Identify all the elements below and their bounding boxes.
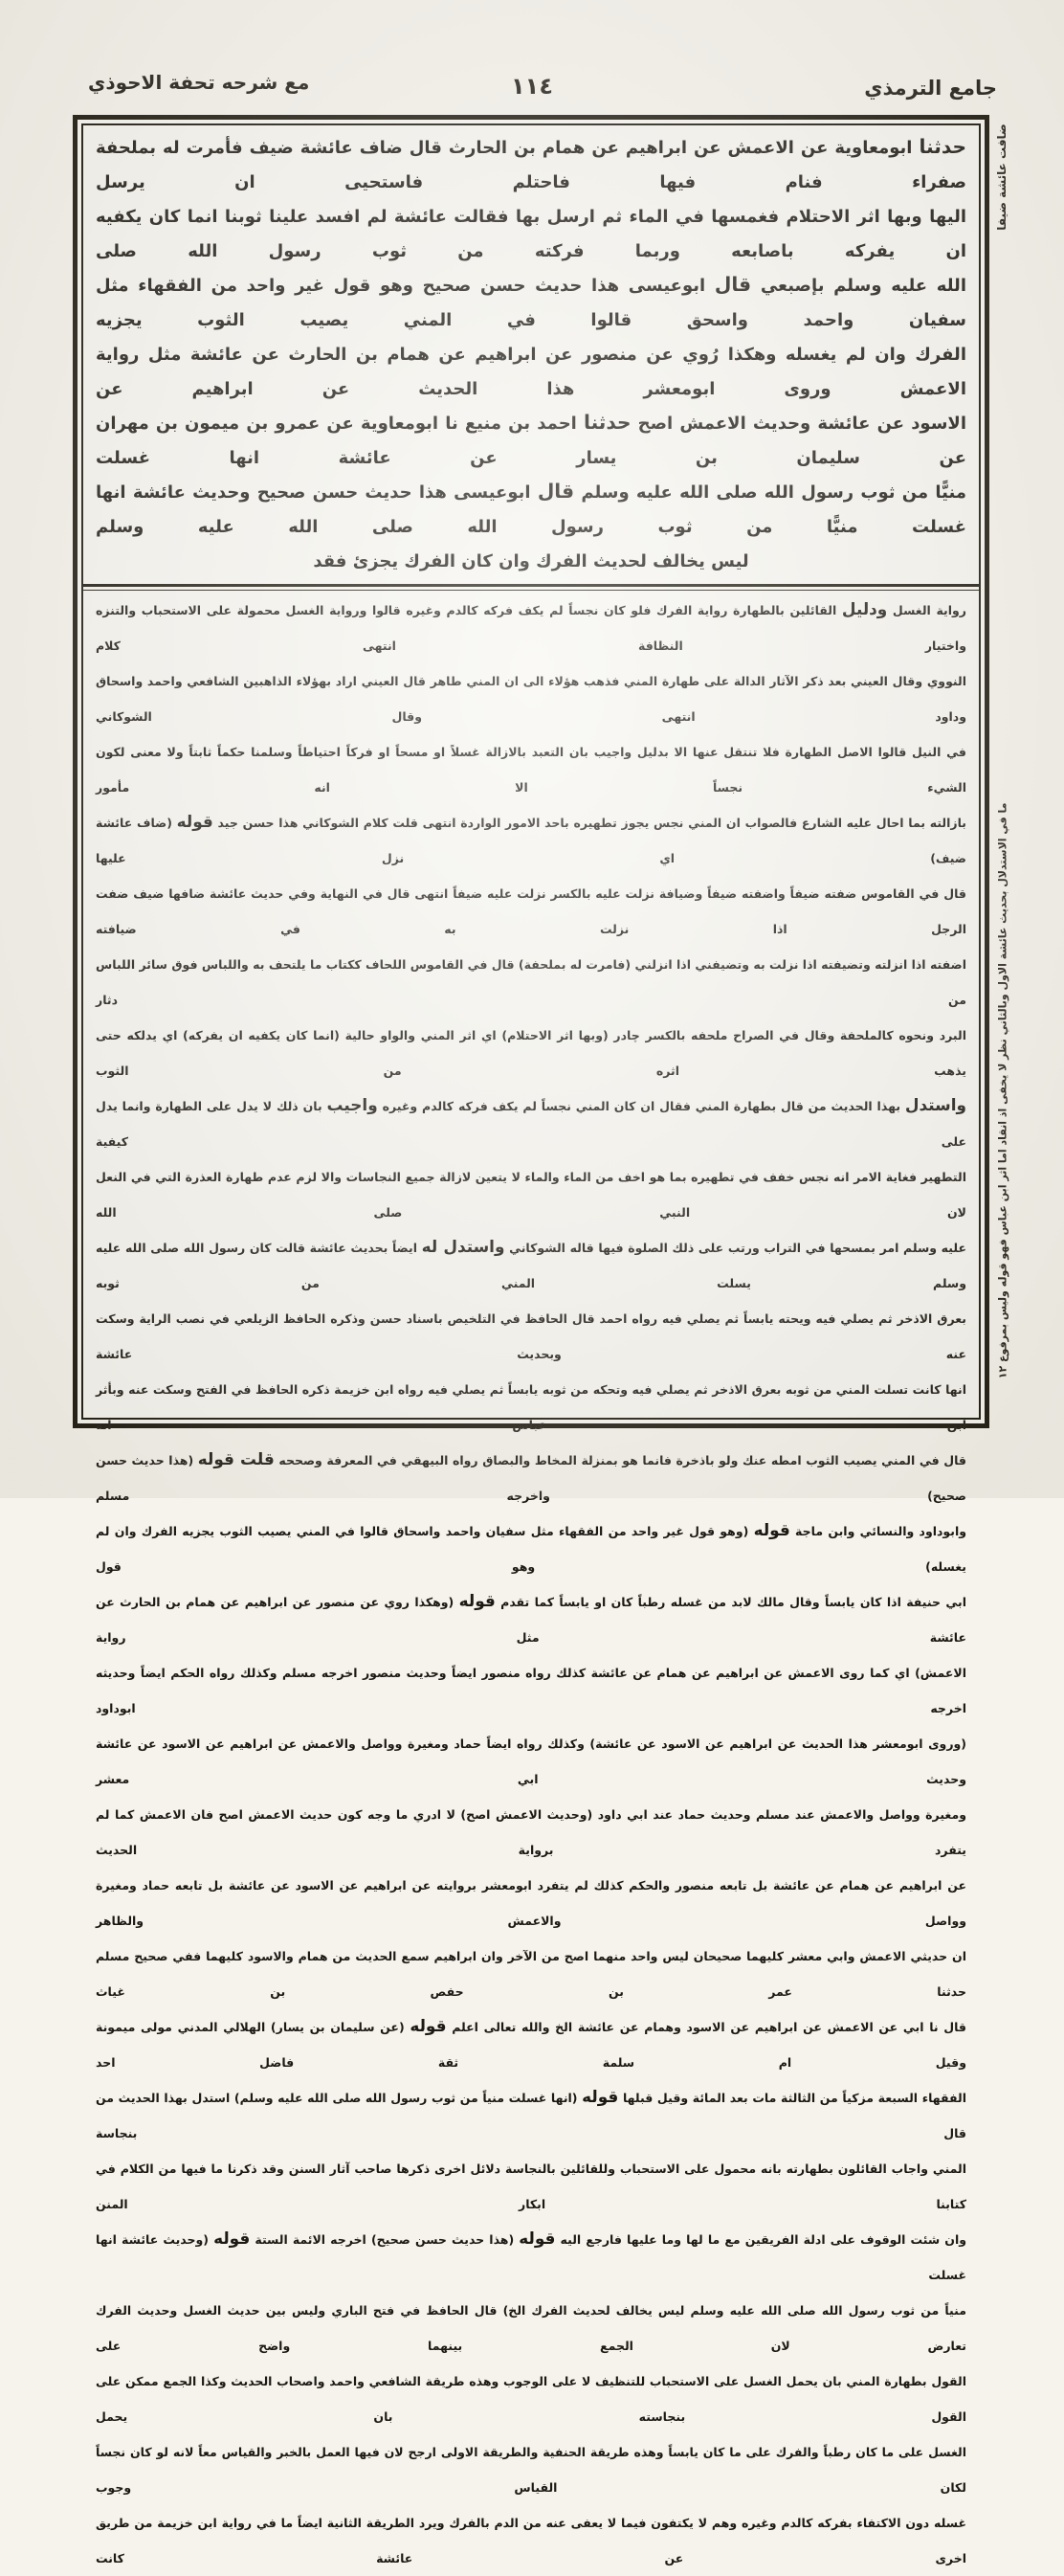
text-line: اليها وبها اثر الاحتلام فغمسها في الماء ثم ارسل بها فقالت عائشة لم افسد علينا ثوبنا انما كان يكفيه ان يفركه باصابعه وربما فركته من ثوب رسول الله صلى (96, 207, 966, 261)
text-line: الفرك وان لم يغسله وهكذا رُوي عن منصور عن ابراهيم عن همام بن الحارث عن عائشة مثل رواية الاعمش وروى ابومعشر هذا الحديث عن ابراهيم عن (96, 345, 966, 399)
text-line: ابي حنيفة اذا كان يابساً وقال مالك لابد من غسله رطباً كان او يابساً كما تقدم قوله (وهكذا روي عن منصور عن ابراهيم عن همام بن الحارث عن عائشة مثل رواية (96, 1591, 966, 1645)
text-line: (وروى ابومعشر هذا الحديث عن ابراهيم عن الاسود عن عائشة) وكذلك رواه ايضاً حماد ومغيرة وواصل والاعمش عن ابراهيم عن الاسود عن عائشة وحديث ابي معشر (96, 1736, 966, 1786)
text-line: بعرق الاذخر ثم يصلي فيه ويحته يابساً ثم يصلي فيه رواه احمد قال الحافظ في التلخيص باسناد حسن وذكره الحافظ الزيلعي في نصب الراية وسكت عنه وبحديث عائشة (96, 1311, 966, 1361)
commentary-section (96, 593, 966, 2576)
margin-note-right-side: ما في الاستدلال بحديث عائشة الاول وبالثاني نظر لا يخفى اذ انقاد اما اثر ابن عباس فهو قوله وليس بمرفوع ١٢ (996, 802, 1009, 1379)
page-number: ١١٤ (511, 73, 553, 100)
text-line: حدثنا ابومعاوية عن الاعمش عن ابراهيم عن همام بن الحارث قال ضاف عائشة ضيف فأمرت له بملحفة صفراء فنام فيها فاحتلم فاستحيى ان يرسل (96, 135, 966, 192)
text-line: بازالته بما احال عليه الشارع فالصواب ان المني نجس يجوز تطهيره باحد الامور الواردة انتهى قلت كلام الشوكاني هذا حسن جيد قوله (ضاف عائشة ضيف) اي نزل عليها (96, 812, 966, 865)
margin-note-top-right: ضافت عائشة ضيفا (995, 123, 1009, 231)
text-line: منيًّا من ثوب رسول الله صلى الله عليه وسلم قال ابوعيسى هذا حديث حسن صحيح وحديث عائشة انها غسلت منيًّا من ثوب رسول الله صلى الله عليه وسلم (96, 480, 966, 537)
text-line: قال في المني يصيب الثوب امطه عنك ولو باذخرة فانما هو بمنزلة المخاط والبصاق رواه البيهقي في المعرفة وصححه قلت قوله (هذا حديث حسن صحيح) واخرجه مسلم (96, 1449, 966, 1503)
text-line: البرد ونحوه كالملحفة وقال في الصراح ملحفه بالكسر چادر (وبها اثر الاحتلام) اي اثر المني والواو حالية (انما كان يكفيه ان يفركه) اي يدلكه حتى يذهب اثره من الثوب (96, 1028, 966, 1078)
text-line: قال نا ابي عن الاعمش عن ابراهيم عن الاسود وهمام عن عائشة الخ والله تعالى اعلم قوله (عن سليمان بن يسار) الهلالي المدني مولى ميمونة وقيل ام سلمة ثقة فاضل احد (96, 2016, 966, 2070)
text-line: في النيل قالوا الاصل الطهارة فلا تنتقل عنها الا بدليل واجيب بان التعبد بالازالة غسلاً او مسحاً او فركاً احتياطاً وسلمنا حكماً ثابتاً ولا معنى لكون الشيء نجساً الا انه مأمور (96, 745, 966, 795)
text-line: منياً من ثوب رسول الله صلى الله عليه وسلم ليس يخالف لحديث الفرك الخ) قال الحافظ في فتح الباري وليس بين حديث الغسل وحديث الفرك تعارض لان الجمع بينهما واضح على (96, 2303, 966, 2353)
text-line: النووي وقال العيني بعد ذكر الآثار الدالة على طهارة المني فذهب هؤلاء الى ان المني طاهر قال العيني اراد بهؤلاء الذاهبين الشافعي واحمد واسحاق وداود انتهى وقال الشوكاني (96, 674, 966, 724)
text-line: واستدل بهذا الحديث من قال بطهارة المني فقال ان كان المني نجساً لم يكف فركه كالدم وغيره واجيب بان ذلك لا يدل على الطهارة وانما يدل على كيفية (96, 1095, 966, 1149)
text-line: الاسود عن عائشة وحديث الاعمش اصح حدثنا احمد بن منيع نا ابومعاوية عن عمرو بن ميمون بن مهران عن سليمان بن يسار عن عائشة انها غسلت (96, 411, 966, 468)
page-header (0, 71, 1064, 109)
text-frame (73, 115, 989, 2565)
text-line: وان شئت الوقوف على ادلة الفريقين مع ما لها وما عليها فارجع اليه قوله (هذا حديث حسن صحيح) اخرجه الائمة الستة قوله (وحديث عائشة انها غسلت (96, 2229, 966, 2282)
text-line: القول بطهارة المني بان يحمل الغسل على الاستحباب للتنظيف لا على الوجوب وهذه طريقة الشافعي واحمد واصحاب الحديث وكذا الجمع ممكن على القول بنجاسته بان يحمل (96, 2374, 966, 2424)
book-title: جامع الترمذي (864, 77, 997, 100)
text-line: المني واجاب القائلون بطهارته بانه محمول على الاستحباب وللقائلين بالنجاسة دلائل اخرى ذكرها صاحب آثار السنن وقد ذكرنا ما فيها من الكلام في كتابنا ابكار المنن (96, 2162, 966, 2211)
text-line: وابوداود والنسائي وابن ماجة قوله (وهو قول غير واحد من الفقهاء مثل سفيان واحمد واسحاق قالوا في المني يصيب الثوب يجزيه الفرك وان لم يغسله) وهو قول (96, 1520, 967, 1574)
text-line: الاعمش) اي كما روى الاعمش عن ابراهيم عن همام عن عائشة كذلك رواه منصور ايضاً وحديث منصور اخرجه مسلم وكذلك رواه الحكم ايضاً وحديثه اخرجه ابوداود (96, 1666, 966, 1715)
commentary-title: مع شرحه تحفة الاحوذي (88, 71, 310, 94)
hadith-matn-section (96, 131, 966, 579)
text-line: عن ابراهيم عن همام عن عائشة بل تابعه منصور والحكم كذلك لم يتفرد ابومعشر بروايته عن ابراهيم عن الاسود عن عائشة بل تابعه حماد ومغيرة وواصل والاعمش والظاهر (96, 1878, 966, 1928)
section-divider-rule (83, 584, 979, 591)
text-line: رواية الغسل ودليل القائلين بالطهارة رواية الفرك فلو كان نجساً لم يكف فركه كالدم وغيره قالوا ورواية الغسل محمولة على الاستحباب والتنزه واختيار النظافة انتهى كلام (96, 599, 966, 653)
text-frame-inner (81, 123, 981, 2565)
text-line: انها كانت تسلت المني من ثوبه بعرق الاذخر ثم يصلي فيه وتحكه من ثوبه يابساً ثم يصلي فيه رواه ابن خزيمة ذكره الحافظ في الفتح وسكت عنه وبأثر ابن عباس انه (96, 1382, 966, 1432)
text-line: عليه وسلم امر بمسحها في التراب ورتب على ذلك الصلوة فيها قاله الشوكاني واستدل له ايضاً بحديث عائشة قالت كان رسول الله صلى الله عليه وسلم يسلت المني من ثوبه (96, 1237, 966, 1290)
text-line: ومغيرة وواصل والاعمش عند مسلم وحديث حماد عند ابي داود (وحديث الاعمش اصح) لا ادري ما وجه كون حديث الاعمش اصح فان الاعمش كما لم يتفرد برواية الحديث (96, 1807, 966, 1857)
text-line: ان حديثي الاعمش وابي معشر كليهما صحيحان ليس واحد منهما اصح من الآخر وان ابراهيم سمع الحديث من همام والاسود كليهما ففي صحيح مسلم حدثنا عمر بن حفص بن غياث (96, 1949, 966, 1999)
text-line: غسله دون الاكتفاء بفركه كالدم وغيره وهم لا يكتفون فيما لا يعفى عنه من الدم بالفرك ويرد الطريقة الثانية ايضاً ما في رواية ابن خزيمة من طريق اخرى عن عائشة كانت (96, 2516, 966, 2565)
text-line: الله عليه وسلم بإصبعي قال ابوعيسى هذا حديث حسن صحيح وهو قول غير واحد من الفقهاء مثل سفيان واحمد واسحق قالوا في المني يصيب الثوب يجزيه (96, 273, 966, 330)
text-line: قال في القاموس ضفته ضيفاً واضفته ضيفاً وضيافة نزلت عليه بالكسر نزلت عليه ضيفاً انتهى قال في النهاية وفي حديث عائشة ضافها ضيف ضفت الرجل اذا نزلت به في ضيافته (96, 886, 966, 936)
text-line: اضفته اذا انزلته وتضيفته اذا نزلت به وتضيفني اذا انزلني (فامرت له بملحفة) قال في القاموس اللحاف ككتاب ما يلتحف به واللباس فوق سائر اللباس من دثار (96, 957, 966, 1007)
text-line: ليس يخالف لحديث الفرك وان كان الفرك يجزئ فقد (313, 551, 749, 571)
text-line: الفقهاء السبعة مزكياً من الثالثة مات بعد المائة وقيل قبلها قوله (انها غسلت منياً من ثوب رسول الله صلى الله عليه وسلم) استدل بهذا الحديث من قال بنجاسة (96, 2087, 966, 2140)
text-line: الغسل على ما كان رطباً والفرك على ما كان يابساً وهذه طريقة الحنفية والطريقة الاولى ارجح لان فيها العمل بالخبر والقياس معاً لانه لو كان نجساً لكان القياس وجوب (96, 2445, 966, 2495)
text-line: التطهير فغاية الامر انه نجس خفف في تطهيره بما هو اخف من الماء والماء لا يتعين لازالة جميع النجاسات والا لزم عدم طهارة العذرة التي في النعل لان النبي صلى الله (96, 1170, 966, 1220)
